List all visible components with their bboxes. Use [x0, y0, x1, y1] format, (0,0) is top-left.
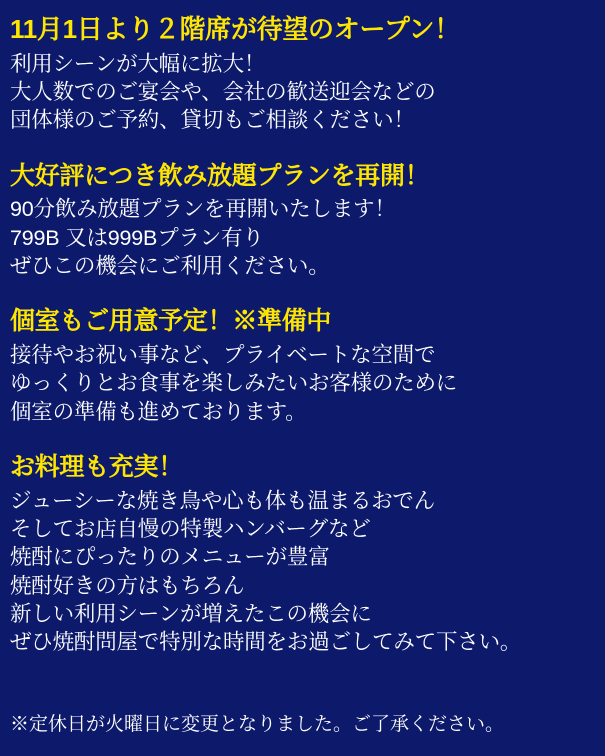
- section-second-floor-open: [10, 14, 595, 135]
- section-body-line: ジューシーな焼き鳥や心も体も温まるおでん: [10, 488, 435, 513]
- section-heading: 11月1日より２階席が待望のオープン！: [10, 14, 460, 44]
- spacer: [10, 280, 595, 306]
- section-heading: 個室もご用意予定！※準備中: [10, 307, 332, 336]
- section-body-line: 個室の準備も進めております。: [10, 399, 307, 424]
- section-body-line: 焼酎好きの方はもちろん: [10, 573, 245, 598]
- section-body-line: そしてお店自慢の特製ハンバーグなど: [10, 516, 371, 541]
- section-heading: お料理も充実！: [10, 453, 183, 482]
- section-body-line: ゆっくりとお食事を楽しみたいお客様のために: [10, 371, 458, 396]
- section-food-menu: [10, 452, 595, 657]
- section-body-line: 大人数でのご宴会や、会社の歓送迎会などの: [10, 80, 436, 105]
- section-body-line: 90分飲み放題プランを再開いたします！: [10, 197, 396, 222]
- section-body-line: ぜひ焼酎問屋で特別な時間をお過ごしてみて下さい。: [10, 630, 522, 655]
- section-heading: 大好評につき飲み放題プランを再開！: [10, 161, 430, 190]
- footer-note: ※定休日が火曜日に変更となりました。ご了承ください。: [10, 714, 505, 736]
- section-body-line: 団体様のご予約、貸切もご相談ください！: [10, 108, 415, 133]
- footer-note-wrapper: [10, 713, 504, 738]
- section-body-line: 焼酎にぴったりのメニューが豊富: [10, 545, 330, 570]
- spacer: [10, 135, 595, 161]
- section-body-line: 799B 又は999Bプラン有り: [10, 225, 264, 250]
- spacer: [10, 426, 595, 452]
- section-body-line: 接待やお祝い事など、プライベートな空間で: [10, 342, 436, 367]
- section-body-line: ぜひこの機会にご利用ください。: [10, 254, 330, 279]
- section-all-you-can-drink: [10, 161, 595, 281]
- section-private-room: [10, 306, 595, 426]
- section-body-line: 新しい利用シーンが増えたこの機会に: [10, 602, 372, 627]
- section-body-line: 利用シーンが大幅に拡大！: [10, 51, 266, 76]
